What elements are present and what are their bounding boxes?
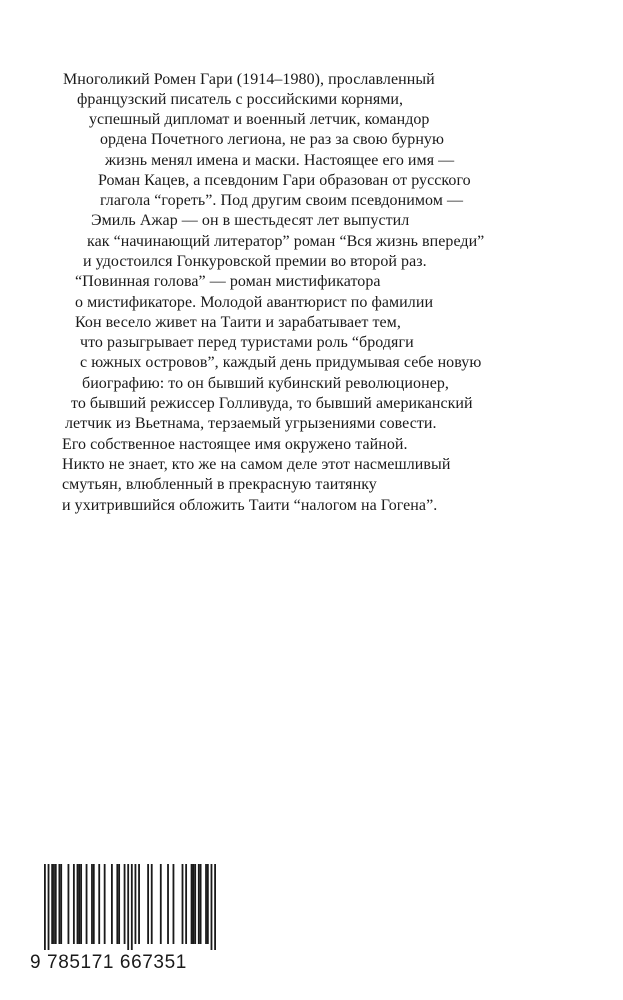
barcode-bars [44, 864, 216, 950]
barcode-bar [116, 864, 118, 944]
annotation-line: французский писатель с российскими корнями, [77, 91, 404, 108]
barcode-bar [151, 864, 153, 944]
barcode-bar [86, 864, 88, 944]
isbn-number: 9 785171 667351 [30, 952, 187, 973]
annotation-line: что разыгрывает перед туристами роль “бродяги [80, 334, 414, 351]
barcode-bar [182, 864, 184, 944]
annotation-line: Эмиль Ажар — он в шестьдесят лет выпустил [91, 212, 410, 229]
annotation-line: и удостоился Гонкуровской премии во второй раз. [83, 253, 427, 270]
barcode-bar [104, 864, 106, 944]
annotation-line: Роман Кацев, а псевдоним Гари образован от русского [98, 172, 471, 189]
barcode-bar [147, 864, 149, 944]
annotation-line: биографию: то он бывший кубинский революционер, [82, 375, 449, 392]
barcode-bar [98, 864, 100, 944]
barcode-bar [73, 864, 75, 944]
annotation-line: жизнь менял имена и маски. Настоящее его имя — [105, 152, 455, 169]
annotation-line: то бывший режиссер Голливуда, то бывший американский [71, 395, 473, 412]
barcode-bar [127, 864, 129, 950]
barcode-bar [78, 864, 80, 944]
barcode-bar [80, 864, 82, 944]
barcode-bar [205, 864, 207, 944]
barcode-bar [167, 864, 169, 944]
barcode-bar [68, 864, 70, 944]
annotation-line: успешный дипломат и военный летчик, командор [89, 111, 430, 128]
barcode-bar [173, 864, 175, 944]
barcode-bar [185, 864, 187, 944]
barcode-bar [214, 864, 216, 950]
barcode-bar [211, 864, 213, 950]
barcode-bar [200, 864, 202, 944]
barcode-bar [48, 864, 50, 950]
annotation-line: Кон весело живет на Таити и зарабатывает тем, [75, 314, 401, 331]
barcode-bar [93, 864, 95, 944]
annotation-line: Многоликий Ромен Гари (1914–1980), прославленный [63, 71, 435, 88]
barcode-bar [118, 864, 120, 944]
barcode-bar [51, 864, 53, 944]
barcode-bar [77, 864, 79, 944]
barcode-bar [44, 864, 46, 950]
annotation-line: “Повинная голова” — роман мистификатора [75, 273, 381, 290]
isbn-barcode [30, 864, 216, 978]
annotation-line: Его собственное настоящее имя окружено тайной. [62, 436, 408, 453]
annotation-line: летчик из Вьетнама, терзаемый угрызениями совести. [65, 415, 437, 432]
annotation-line: о мистификаторе. Молодой авантюрист по фамилии [75, 294, 434, 311]
annotation-line: как “начинающий литератор” роман “Вся жизнь впереди” [87, 233, 485, 250]
barcode-bar [192, 864, 194, 944]
barcode-bar [191, 864, 193, 944]
barcode-bar [135, 864, 137, 944]
annotation-line: Никто не знает, кто же на самом деле этот насмешливый [62, 456, 451, 473]
barcode-bar [194, 864, 196, 944]
barcode-bar [58, 864, 60, 944]
barcode-bar [91, 864, 93, 944]
barcode-bar [124, 864, 126, 944]
annotation-line: ордена Почетного легиона, не раз за свою бурную [100, 131, 444, 148]
barcode-bar [131, 864, 133, 950]
barcode-bar [138, 864, 140, 944]
barcode-bar [160, 864, 162, 944]
barcode-bar [111, 864, 113, 944]
barcode-bar [207, 864, 209, 944]
barcode-bar [53, 864, 55, 944]
annotation-line: смутьян, влюбленный в прекрасную таитянку [62, 476, 377, 493]
barcode-graphic [44, 864, 216, 950]
barcode-bar [60, 864, 62, 944]
annotation-line: глагола “гореть”. Под другим своим псевдонимом — [100, 192, 464, 209]
annotation-line: и ухитрившийся обложить Таити “налогом на Гогена”. [62, 497, 438, 514]
annotation-line: с южных островов”, каждый день придумывая себе новую [80, 354, 482, 371]
barcode-bar [198, 864, 200, 944]
barcode-bar [55, 864, 57, 944]
